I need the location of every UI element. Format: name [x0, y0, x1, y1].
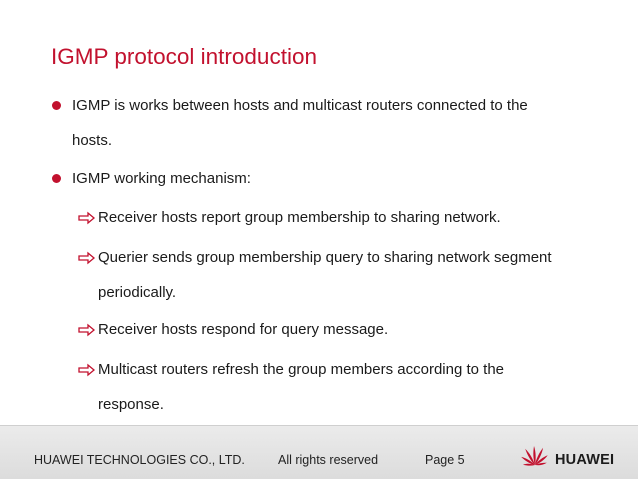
arrow-right-icon	[78, 323, 96, 337]
sub-bullet-text: Receiver hosts report group membership to sharing network.	[98, 209, 501, 226]
sub-bullet-text: Multicast routers refresh the group members according to the	[98, 361, 505, 378]
huawei-logo-icon	[520, 443, 550, 473]
sub-bullet-text: Receiver hosts respond for query message.	[98, 321, 389, 338]
bullet-dot-icon	[52, 101, 61, 110]
sub-bullet-text-continued: periodically.	[98, 284, 177, 301]
arrow-right-icon	[78, 211, 96, 225]
sub-bullet-text-continued: response.	[98, 396, 164, 413]
bullet-dot-icon	[52, 174, 61, 183]
footer-rights: All rights reserved	[278, 453, 379, 467]
footer-page-number: Page 5	[425, 453, 465, 467]
arrow-right-icon	[78, 363, 96, 377]
footer-company: HUAWEI TECHNOLOGIES CO., LTD.	[34, 453, 245, 467]
sub-bullet-text: Querier sends group membership query to sharing network segment	[98, 249, 552, 266]
huawei-logo-text: HUAWEI	[555, 452, 615, 468]
arrow-right-icon	[78, 251, 96, 265]
bullet-text: IGMP is works between hosts and multicast routers connected to the	[72, 97, 528, 114]
bullet-text: IGMP working mechanism:	[72, 170, 251, 187]
bullet-text-continued: hosts.	[72, 132, 113, 149]
slide-footer	[0, 425, 638, 479]
slide-title: IGMP protocol introduction	[51, 44, 317, 69]
